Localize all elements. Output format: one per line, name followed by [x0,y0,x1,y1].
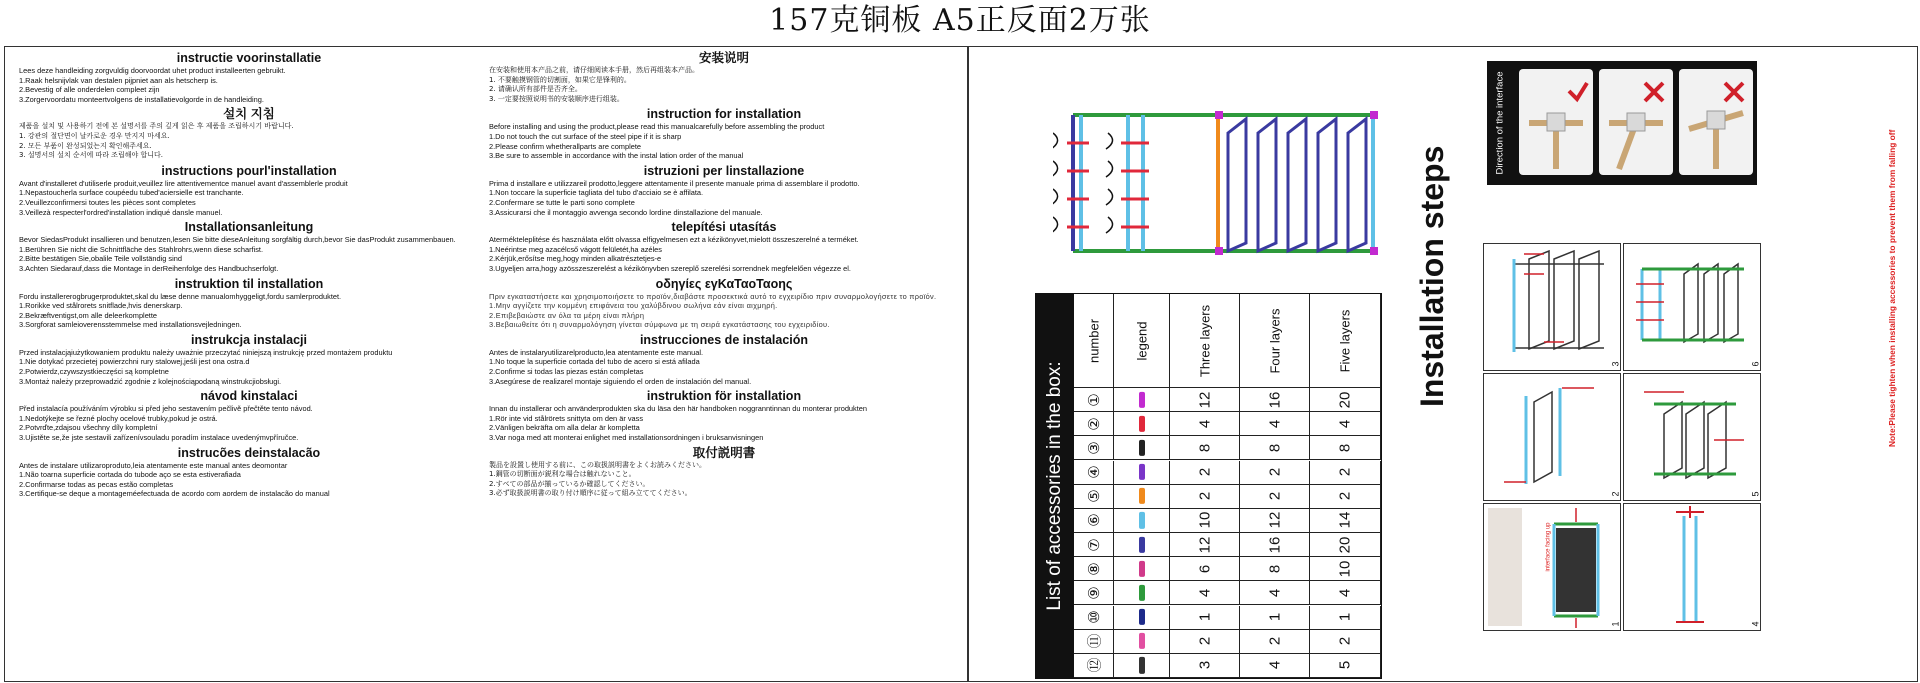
interface-wrong-example-2 [1679,69,1753,175]
instruction-line: 2.Potvrďte,zdajsou všechny díly kompletní [19,423,158,433]
table-cell [1240,581,1310,605]
table-cell [1170,654,1240,678]
table-cell [1170,581,1240,605]
instruction-heading: instructions pourl'installation [161,163,337,178]
instruction-line: Avant d'installeret d'utiliserle produit,veuillez lire attentivementce manuel avant d'assemblerle produit [19,178,348,188]
accessory-number: ① [1085,392,1103,407]
interface-correct-example [1519,69,1593,175]
table-cell [1240,461,1310,485]
instruction-line: 3.Sorgforat samleioverensstemmelse med installationsvejledningen. [19,320,242,330]
accessory-quantity: 8 [1336,443,1354,453]
accessory-quantity: 20 [1336,536,1354,553]
accessory-quantity: 4 [1266,419,1283,428]
instruction-heading: instrucões deinstalacão [177,445,321,460]
accessories-grid [1074,294,1381,678]
accessory-number: ⑫ [1086,657,1103,673]
instruction-line: 1.Nie dotykać przecietej powierzchni rury stalowej,jeśli jest ona ostra.d [19,357,250,367]
instruction-line: 2.Vänligen bekräfta om alla delar är kompletta [489,423,640,433]
instruction-section [19,389,479,442]
instruction-line: 2.Bekræftventigst,om alle deleerkomplette [19,310,158,320]
table-cell [1170,557,1240,581]
instruction-section [19,446,479,499]
table-cell [1074,461,1114,485]
table-cell [1074,485,1114,509]
instruction-line: 1. 강관의 절단면이 날카로운 경우 만지지 마세요. [19,131,170,140]
instruction-line: Prima d installare e utilizzareil prodotto,leggere attentamente il presente manuale prima di assemblare il prodotto. [489,178,860,188]
accessory-legend-swatch [1139,512,1145,528]
table-header-cell [1074,294,1114,388]
instruction-line: Πριν εγκαταστήσετε και χρησιμοποιήσετε το προϊόν,διαβάστε προσεκτικά αυτό το εγχειρίδιο πριν συναρμολογήσετε το προϊόν. [489,291,937,301]
instruction-line: 3.Asegúrese de realizarel montaje siguiendo el orden de instalación del manual. [489,376,752,386]
instruction-heading: 설치 지침 [223,107,275,122]
table-cell [1074,557,1114,581]
table-header-cell [1240,294,1310,388]
instruction-line: 3.Certifique-se deque a montageméefectuada de acordo com aordem de instalacão do manual [19,489,330,499]
instruction-heading: 安装说明 [698,51,749,65]
accessory-quantity: 4 [1266,588,1283,598]
instruction-line: Bevor SiedasProdukt insallieren und benutzen,lesen Sie bitte dieseAnleitung sorgfältig durch,bevor Sie dasProdukt zusammenbauen. [19,235,456,245]
instruction-line: 3.Ujistěte se,že jste sestavili zařízenívsouladu poradím instalace uvedenýmvpříručce. [19,433,299,443]
table-cell [1114,461,1170,485]
accessory-quantity: 2 [1336,492,1354,501]
cross-icon [1645,83,1663,101]
step-box-4 [1623,503,1761,631]
table-cell [1170,509,1240,533]
accessory-quantity: 2 [1196,637,1213,646]
table-header-label: Three layers [1197,304,1212,377]
accessory-number: ⑩ [1085,610,1103,624]
instruction-line: 1.Berühren Sie nicht die Schnittfläche des Stahlrohrs,wenn diese scharfist. [19,244,264,254]
accessories-table [1035,293,1382,679]
instruction-line: 1.No toque la superficie cortada del tubo de acero si está afilada [489,357,700,367]
instruction-heading: instrucciones de instalación [639,332,809,347]
instruction-line: Před instalacía používáním výrobku si před jeho sestavením pečlivě přečtěte tento návod. [19,404,313,414]
instruction-line: 2. 모든 부품이 완성되었는지 확인해주세요. [19,141,152,150]
table-cell [1170,485,1240,509]
table-cell [1114,412,1170,436]
instruction-line: 1.Non toccare la superficie tagliata del tubo d'acciaio se è affilata. [489,188,704,198]
instruction-line: 3.Zorgervoordatu monteertvolgens de installatievolgorde in de handleiding. [19,94,264,104]
instruction-section [19,51,479,104]
accessory-quantity: 12 [1196,536,1213,553]
step-number-5: 5 [1750,491,1761,497]
instruction-line: 2.すべての部品が揃っているか確認してください。 [489,479,650,488]
step-box-1 [1483,503,1621,631]
instruction-heading: instruktion til installation [174,276,324,291]
instructions-column-left [19,51,479,502]
accessory-legend-swatch [1139,416,1145,432]
accessory-legend-swatch [1139,609,1145,625]
accessory-quantity: 4 [1336,419,1354,428]
accessory-quantity: 1 [1196,612,1213,622]
instruction-line: Atermékteleplitése és használata előtt olvassa elfigyelmesen ezt a kézikönyvet,mielott összeszerelné a terméket. [489,235,859,245]
instruction-line: 3.Veillezà respecterl'ordred'installation indiqué dansle manuel. [19,207,223,217]
accessory-number: ② [1085,417,1103,431]
table-cell [1310,509,1381,533]
table-cell [1170,436,1240,460]
accessory-quantity: 16 [1266,391,1283,408]
table-header-label: Five layers [1337,309,1353,372]
step-number-6: 6 [1750,361,1761,367]
instruction-line: 2.Kérjük,erősítse meg,hogy minden alkatrésztetjes-e [489,254,662,264]
instruction-section [489,446,959,499]
instruction-section [489,164,959,217]
instruction-line: 3.必ず取扱説明書の取り付け順序に従って組み立ててください。 [489,489,692,498]
table-cell [1240,606,1310,630]
table-cell [1310,557,1381,581]
table-cell [1170,461,1240,485]
accessory-legend-swatch [1139,585,1145,601]
instruction-section [489,51,959,104]
instruction-heading: οδηγίες εγΚαΤαοΤαοης [655,276,793,291]
accessory-quantity: 20 [1336,391,1354,408]
assembly-sheet [968,46,1918,682]
table-cell [1240,654,1310,678]
tighten-note: Note:Please tighten when installing accessories to prevent them from falling off [1887,129,1897,447]
accessory-quantity: 2 [1266,637,1283,646]
step-number-1: 1 [1610,621,1621,627]
accessory-quantity: 12 [1196,391,1213,408]
table-cell [1240,557,1310,581]
instruction-line: 2.Potwierdz,czywszystkieczęści są kompletne [19,367,169,377]
table-cell [1114,557,1170,581]
instruction-line: 3. 一定要按照说明书的安装顺序进行组装。 [489,94,624,103]
table-cell [1170,533,1240,557]
table-cell [1240,485,1310,509]
instruction-heading: telepítési utasítás [671,220,777,235]
instruction-line: 2. 请确认所有部件是否齐全。 [489,85,582,94]
accessory-number: ⑤ [1085,489,1103,503]
table-cell [1074,388,1114,412]
table-cell [1240,436,1310,460]
step-number-2: 2 [1610,491,1621,497]
table-cell [1074,412,1114,436]
table-cell [1114,388,1170,412]
accessory-quantity: 3 [1196,661,1213,670]
accessories-table-title: List of accessories in the box: [1044,361,1065,611]
instruction-line: 2.Confermare se tutte le parti sono complete [489,197,635,207]
accessory-legend-swatch [1139,633,1145,649]
instruction-line: Antes de instalaryutilizarelproducto,lea atentamente este manual. [489,347,704,357]
instruction-line: 3.Ugyeljen arra,hogy azösszeszerelést a kézikönyvben szereplő szerelési sorrendnek megfelelően végezze el. [489,263,851,273]
accessory-quantity: 14 [1336,512,1354,529]
table-cell [1074,581,1114,605]
instruction-line: 3.Be sure to assemble in accordance with the instal lation order of the manual [489,151,744,161]
table-cell [1240,412,1310,436]
accessory-quantity: 2 [1336,637,1354,646]
instruction-section [19,107,479,160]
step-box-6 [1623,243,1761,371]
accessory-quantity: 2 [1196,492,1213,501]
table-cell [1310,461,1381,485]
table-cell [1170,606,1240,630]
accessory-legend-swatch [1139,537,1145,553]
step-number-3: 3 [1610,361,1621,367]
table-cell [1114,436,1170,460]
instruction-line: 3.Βεβαιωθείτε ότι η συναρμολόγηση γίνεται σύμφωνα με τη σειρά εγκατάστασης του εγχειριδίου. [489,320,830,330]
table-cell [1114,485,1170,509]
instruction-line: 1.Não toarna superficie cortada do tubode aço se esta estiverafiada [19,470,241,480]
instruction-line: Before installing and using the product,please read this manualcarefully before assembling the product [489,122,825,132]
accessory-quantity: 1 [1336,612,1354,622]
accessory-quantity: 16 [1266,536,1283,553]
table-cell [1170,630,1240,654]
instruction-line: 1.Do not touch the cut surface of the steel pipe if it is sharp [489,131,682,141]
instructions-sheet [4,46,968,682]
table-cell [1240,388,1310,412]
instruction-heading: 取付説明書 [692,445,756,460]
instruction-section [19,333,479,386]
table-cell [1170,388,1240,412]
instruction-line: 1. 不要触摸钢管的切割面，如果它是锋利的。 [489,75,631,84]
instruction-line: 1.Neérintse meg azacélcső vágott felületét,ha azéles [489,244,662,254]
instructions-column-right [489,51,959,502]
table-cell [1074,533,1114,557]
table-header-label: number [1086,318,1101,363]
accessory-quantity: 8 [1266,564,1283,573]
instruction-line: 3.Var noga med att monterai enlighet med installationsordningen i bruksanvisningen [489,433,764,443]
table-cell [1114,654,1170,678]
shelf-overview-drawing [1053,103,1383,263]
interface-direction-label-area [1487,61,1513,185]
instruction-line: 1.Rör inte vid stålrörets snittyta om den är vass [489,413,644,423]
table-cell [1240,630,1310,654]
accessory-number: ⑦ [1085,537,1103,552]
instruction-line: 2.Bitte bestätigen Sie,obalile Teile vollständig sind [19,254,182,264]
accessory-legend-swatch [1139,561,1145,577]
accessory-quantity: 4 [1266,661,1283,670]
instruction-line: 3. 설명서의 설치 순서에 따라 조립해야 합니다. [19,151,163,160]
table-cell [1074,630,1114,654]
instruction-line: Antes de instalare utilizaroproduto,leia atentamente este manual antes deomontar [19,460,288,470]
instruction-line: 3.Achten Siedarauf,dass die Montage in derReihenfolge des Handbuchserfolgt. [19,263,279,273]
instruction-line: Innan du installerar och använderprodukten ska du läsa den här handboken noggranntinnan du monterar produkten [489,404,868,414]
accessory-quantity: 10 [1196,512,1213,529]
accessory-quantity: 6 [1196,564,1213,573]
accessory-legend-swatch [1139,657,1145,673]
accessory-quantity: 10 [1336,560,1354,578]
accessory-number: ⑪ [1086,633,1103,649]
table-header-cell [1170,294,1240,388]
instruction-heading: instructie voorinstallatie [176,51,322,65]
instruction-line: 1.Rorikke ved stålrorets snitflade,hvis denerskarp. [19,301,183,311]
accessory-legend-swatch [1139,440,1145,456]
table-cell [1114,509,1170,533]
table-cell [1114,581,1170,605]
table-cell [1074,606,1114,630]
table-cell [1240,533,1310,557]
instruction-line: Lees deze handleiding zorgvuldig doorvoordat uhet product installeerten gebruikt. [19,66,286,75]
instruction-heading: Installationsanleitung [184,220,314,235]
accessory-number: ⑥ [1085,513,1103,528]
accessory-quantity: 5 [1336,661,1354,670]
accessory-quantity: 1 [1266,612,1283,622]
table-cell [1310,654,1381,678]
table-cell [1240,509,1310,533]
instruction-section [19,220,479,273]
instruction-line: 2.Confirme si todas las piezas están completas [489,367,644,377]
interface-direction-panel [1487,61,1757,185]
instruction-line: 1.Raak helsnijvlak van destalen pijpniet aan als hetscherp is. [19,75,218,85]
instruction-section [489,107,959,160]
accessory-quantity: 4 [1336,588,1354,598]
table-cell [1114,533,1170,557]
accessory-number: ⑧ [1085,562,1103,576]
table-cell [1310,606,1381,630]
instruction-line: 3.Assicurarsi che il montaggio avvenga secondo lordine dinstallazione del manuale. [489,207,763,217]
instruction-section [489,333,959,386]
cross-icon [1725,83,1743,101]
accessory-quantity: 12 [1266,512,1283,529]
instruction-line: 2.Bevestig of alle onderdelen compleet zijn [19,85,160,95]
table-cell [1074,654,1114,678]
step-box-3 [1483,243,1621,371]
step-number-4: 4 [1750,621,1761,627]
accessory-number: ④ [1085,465,1103,479]
instruction-line: 2.Επιβεβαιώστε αν όλα τα μέρη είναι πλήρη [489,310,645,320]
instruction-heading: návod kinstalaci [200,389,298,404]
interface-wrong-example-1 [1599,69,1673,175]
step-box-5 [1623,373,1761,501]
installation-steps-title: Installation steps [1414,145,1450,407]
table-cell [1170,412,1240,436]
accessory-quantity: 2 [1266,492,1283,501]
instruction-line: 1.Nepastoucherla surface coupéedu tubed'aciersielle est tranchante. [19,188,244,198]
table-cell [1114,630,1170,654]
table-header-cell [1310,294,1381,388]
step-box-2 [1483,373,1621,501]
instruction-line: Przed instalacjąiużytkowaniem produktu należy uważnie przeczytać niniejszą instrukcję przed montażem produktu [19,347,393,357]
instruction-heading: istruzioni per linstallazione [643,163,805,178]
table-cell [1310,388,1381,412]
instruction-section [489,277,959,330]
table-cell [1310,436,1381,460]
instruction-line: 1.Μην αγγίζετε την κομμένη επιφάνεια του χαλύβδινου σωλήνα εάν είναι αιχμηρή. [489,301,778,311]
accessory-quantity: 8 [1196,443,1213,453]
instruction-line: 2.Veuillezconfirmersi toutes les pièces sont completes [19,197,196,207]
accessory-quantity: 2 [1266,467,1283,477]
table-header-label: Four layers [1267,307,1282,374]
accessory-number: ⑨ [1085,586,1103,600]
interface-facing-up-photos [1488,508,1522,626]
table-cell [1074,509,1114,533]
accessory-legend-swatch [1139,488,1145,504]
interface-facing-up-label: interface facing up [1545,522,1552,572]
accessory-quantity: 8 [1266,443,1283,453]
accessories-table-header [1036,294,1074,678]
instruction-section [19,164,479,217]
instruction-heading: instruction for installation [646,107,802,122]
instruction-line: 在安装和使用本产品之前，请仔细阅读本手册，然后再组装本产品。 [489,66,699,74]
instruction-line: 제품을 설치 및 사용하기 전에 본 설명서를 주의 깊게 읽은 후 제품을 조립하시기 바랍니다. [19,122,294,131]
instruction-line: 1.Nedotýkejte se řezné plochy ocelové trubky,pokud je ostrá. [19,413,218,423]
check-icon [1569,83,1587,99]
instruction-line: 製品を設置し使用する前に、この取扱説明書をよくお読みください。 [489,460,706,469]
instruction-heading: instruktion för installation [646,389,802,404]
accessory-number: ③ [1085,441,1103,455]
interface-direction-label: Direction of the interface [1494,71,1506,175]
accessory-quantity: 4 [1196,419,1213,428]
instruction-line: Fordu installererogbrugerproduktet,skal du læse denne manualomhyggeligt,fordu samlerproduktet. [19,291,342,301]
page-title: 157克铜板 A5正反面2万张 [769,3,1151,38]
accessory-quantity: 4 [1196,588,1213,598]
accessory-legend-swatch [1139,464,1145,480]
table-cell [1310,581,1381,605]
instruction-line: 3.Montaż należy przeprowadzić zgodnie z kolejnościąpodaną winstrukcjiobsługi. [19,376,282,386]
instruction-section [489,220,959,273]
table-cell [1310,533,1381,557]
table-cell [1310,412,1381,436]
instruction-heading: instrukcja instalacji [190,332,308,347]
instruction-section [19,277,479,330]
instruction-line: 2.Confirmarse todas as pecas estão completas [19,479,174,489]
table-header-cell [1114,294,1170,388]
accessory-quantity: 2 [1336,467,1354,477]
accessory-quantity: 2 [1196,467,1213,477]
table-header-label: legend [1134,320,1149,361]
accessory-legend-swatch [1139,392,1145,408]
table-cell [1310,485,1381,509]
table-cell [1310,630,1381,654]
instruction-line: 1.鋼管の切断面が鋭利な場合は触れないこと。 [489,470,636,479]
table-cell [1074,436,1114,460]
table-cell [1114,606,1170,630]
instruction-line: 2.Please confirm whetherallparts are complete [489,141,641,151]
instruction-section [489,389,959,442]
